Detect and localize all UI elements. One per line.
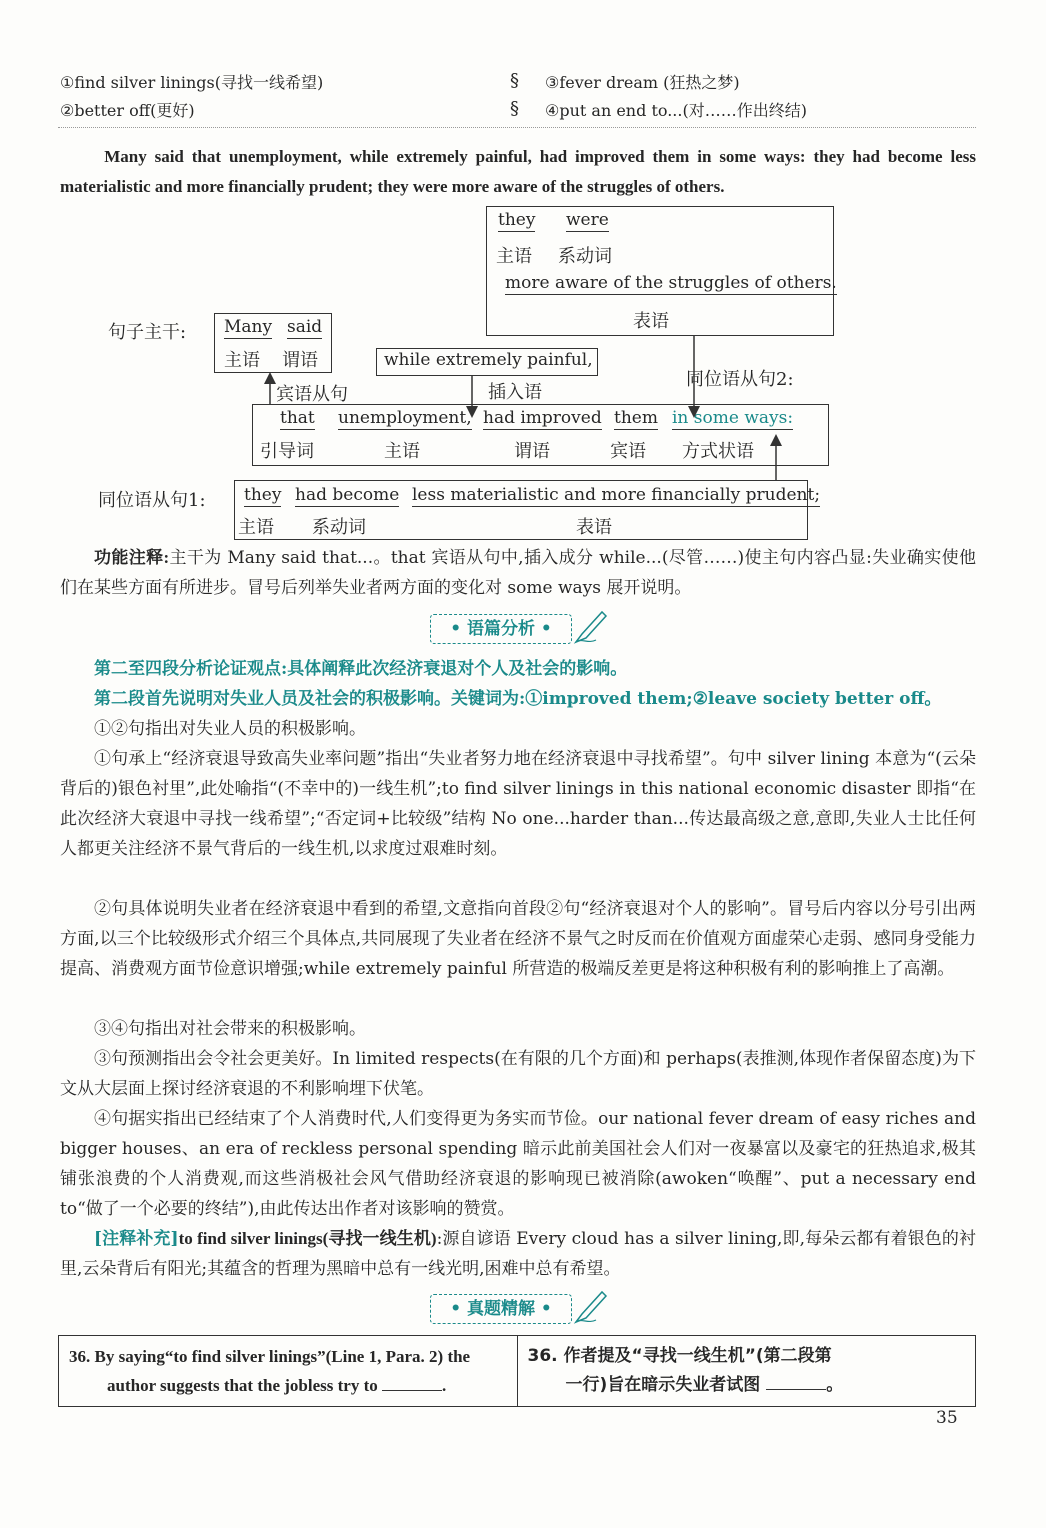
appositive-clause-2-label: 同位语从句2: bbox=[686, 369, 794, 390]
analysis-paragraph: ③句预测指出会令社会更美好。In limited respects(在有限的几个方面)和 perhaps(表推测,体现作者保留态度)为下文从大层面上探讨经济衰退的不利影响埋下伏笔。 bbox=[60, 1049, 976, 1099]
pen-icon bbox=[572, 608, 608, 646]
note-supplement bbox=[60, 1224, 976, 1284]
role-label: 系动词 bbox=[312, 517, 366, 538]
role-label: 插入语 bbox=[488, 382, 542, 403]
analysis-paragraph: ①②句指出对失业人员的积极影响。 bbox=[94, 719, 366, 739]
word: Many bbox=[224, 317, 273, 337]
function-note-label: 功能注释: bbox=[94, 548, 170, 567]
question-en-line2: author suggests that the jobless try to bbox=[107, 1376, 378, 1395]
question-en-line2-wrap bbox=[69, 1371, 507, 1400]
pen-icon bbox=[572, 1288, 608, 1326]
word: had improved bbox=[483, 408, 602, 428]
answer-blank bbox=[766, 1372, 826, 1390]
question-zh-line2: 一行)旨在暗示失业者试图 bbox=[565, 1375, 761, 1395]
role-label: 引导词 bbox=[260, 441, 314, 462]
word: they bbox=[244, 485, 282, 505]
vocab-item-1: ①find silver linings(寻找一线希望) bbox=[60, 73, 324, 92]
word: said bbox=[287, 317, 323, 337]
role-label: 系动词 bbox=[558, 246, 612, 267]
vocab-item-4: ④put an end to...(对……作出终结) bbox=[545, 101, 807, 120]
page-number: 35 bbox=[936, 1408, 958, 1428]
word: had become bbox=[295, 485, 400, 505]
word: less materialistic and more financially prudent; bbox=[412, 485, 821, 505]
word: that bbox=[280, 408, 315, 428]
question-zh-end: 。 bbox=[826, 1375, 844, 1395]
function-note bbox=[60, 543, 976, 603]
role-label: 主语 bbox=[224, 350, 260, 371]
role-label: 表语 bbox=[633, 311, 669, 332]
vocab-item-2: ②better off(更好) bbox=[60, 101, 195, 120]
question-zh-line1: 36. 作者提及“寻找一线生机”(第二段第 bbox=[527, 1346, 832, 1366]
role-label: 方式状语 bbox=[682, 441, 754, 462]
role-label: 宾语 bbox=[610, 441, 646, 462]
appositive-clause-1-label: 同位语从句1: bbox=[98, 490, 206, 511]
question-english bbox=[59, 1336, 518, 1407]
diagram-connectors bbox=[0, 0, 1046, 560]
word: in some ways: bbox=[672, 408, 794, 428]
analysis-paragraph: ①句承上“经济衰退导致高失业率问题”指出“失业者努力地在经济衰退中寻找希望”。句中 silver lining 本意为“(云朵背后的)银色衬里”,此处喻指“(不幸中的)一线生机”;to find silver linings in this national economic disaster 即指“在此次经济大衰退中寻找一线希望”;“否定词+比较级”结构 No one...harder than...传达最高级之意,意即,失业人士比任何人都更关注经济不景气背后的一线生机,以求度过艰难时刻。 bbox=[60, 749, 976, 859]
analysis-paragraph: ③④句指出对社会带来的积极影响。 bbox=[94, 1019, 366, 1039]
analysis-heading-2: 第二段首先说明对失业人员及社会的积极影响。关键词为:①improved them;②leave society better off。 bbox=[94, 689, 942, 709]
analysis-paragraph: ④句据实指出已经结束了个人消费时代,人们变得更为务实而节俭。our national fever dream of easy riches and bigger houses、an era of reckless personal spending 暗示此前美国社会人们对一夜暴富以及豪宅的狂热追求,极其铺张浪费的个人消费观,而这些消极社会风气借助经济衰退的影响现已被消除(awoken“唤醒”、put a necessary end to“做了一个必要的终结”),由此传达出作者对该影响的赞赏。 bbox=[60, 1109, 976, 1219]
word: while extremely painful, bbox=[384, 350, 593, 370]
role-label: 主语 bbox=[496, 246, 532, 267]
answer-blank bbox=[382, 1373, 442, 1391]
role-label: 谓语 bbox=[514, 441, 550, 462]
word: unemployment, bbox=[338, 408, 472, 428]
question-chinese bbox=[517, 1336, 976, 1407]
vocab-divider-icon: § bbox=[510, 70, 519, 91]
analysis-heading-1: 第二至四段分析论证观点:具体阐释此次经济衰退对个人及社会的影响。 bbox=[94, 659, 628, 679]
question-en-line1: 36. By saying“to find silver linings”(Line 1, Para. 2) the bbox=[69, 1347, 471, 1366]
word: them bbox=[614, 408, 658, 428]
role-label: 谓语 bbox=[282, 350, 318, 371]
function-note-text: 主干为 Many said that...。that 宾语从句中,插入成分 while...(尽管……)使主句内容凸显:失业确实使他们在某些方面有所进步。冒号后列举失业者两方面的变化对 some ways 展开说明。 bbox=[60, 548, 976, 598]
question-table bbox=[58, 1335, 976, 1407]
word: were bbox=[566, 210, 609, 230]
note-tag: [注释补充] bbox=[94, 1229, 179, 1249]
role-label: 表语 bbox=[576, 517, 612, 538]
vocab-divider-icon: § bbox=[510, 98, 519, 119]
analysis-paragraph: ②句具体说明失业者在经济衰退中看到的希望,文意指向首段②句“经济衰退对个人的影响”。冒号后内容以分号引出两方面,以三个比较级形式介绍三个具体点,共同展现了失业者在经济不景气之时反而在价值观方面虚荣心走弱、感同身受能力提高、消费观方面节俭意识增强;while extremely painful 所营造的极端反差更是将这种积极有利的影响推上了高潮。 bbox=[60, 899, 976, 979]
word: more aware of the struggles of others. bbox=[505, 273, 837, 293]
object-clause-label: 宾语从句 bbox=[276, 384, 348, 405]
note-text: :源自谚语 Every cloud has a silver lining,即,每朵云都有着银色的衬里,云朵背后有阳光;其蕴含的哲理为黑暗中总有一线光明,困难中总有希望。 bbox=[60, 1229, 976, 1279]
note-bold: to find silver linings(寻找一线生机) bbox=[178, 1229, 437, 1248]
role-label: 主语 bbox=[384, 441, 420, 462]
word: they bbox=[498, 210, 536, 230]
section-title-exam: • 真题精解 • bbox=[430, 1294, 572, 1324]
main-label: 句子主干: bbox=[108, 322, 187, 343]
section-title-discourse: • 语篇分析 • bbox=[430, 614, 572, 644]
question-zh-line2-wrap bbox=[528, 1371, 966, 1400]
key-sentence: Many said that unemployment, while extremely painful, had improved them in some ways: they had become less materialistic and more financially prudent; they were more aware of the struggles of others. bbox=[60, 147, 976, 196]
question-en-end: . bbox=[442, 1376, 447, 1395]
vocab-item-3: ③fever dream (狂热之梦) bbox=[545, 73, 740, 92]
role-label: 主语 bbox=[238, 517, 274, 538]
